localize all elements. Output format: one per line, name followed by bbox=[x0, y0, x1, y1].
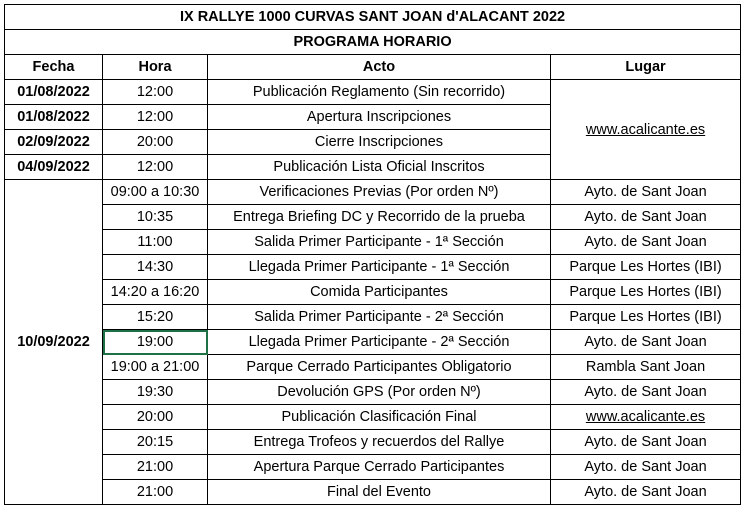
table-row bbox=[5, 80, 741, 105]
acto-cell[interactable]: Parque Cerrado Participantes Obligatorio bbox=[208, 355, 551, 380]
acto-cell[interactable]: Entrega Briefing DC y Recorrido de la prueba bbox=[208, 205, 551, 230]
lugar-cell[interactable]: Parque Les Hortes (IBI) bbox=[551, 280, 741, 305]
acto-cell[interactable]: Llegada Primer Participante - 2ª Sección bbox=[208, 330, 551, 355]
schedule-table bbox=[4, 4, 741, 505]
subtitle-row bbox=[5, 30, 741, 55]
table-row bbox=[5, 230, 741, 255]
fecha-cell[interactable]: 04/09/2022 bbox=[5, 155, 103, 180]
table-row bbox=[5, 280, 741, 305]
hora-cell[interactable]: 12:00 bbox=[103, 105, 208, 130]
table-row bbox=[5, 255, 741, 280]
lugar-cell[interactable]: Ayto. de Sant Joan bbox=[551, 380, 741, 405]
lugar-cell[interactable]: Parque Les Hortes (IBI) bbox=[551, 255, 741, 280]
sheet-subtitle[interactable]: PROGRAMA HORARIO bbox=[5, 30, 741, 55]
table-row bbox=[5, 305, 741, 330]
fecha-cell[interactable]: 01/08/2022 bbox=[5, 80, 103, 105]
acto-cell[interactable]: Publicación Reglamento (Sin recorrido) bbox=[208, 80, 551, 105]
hora-cell[interactable]: 20:00 bbox=[103, 405, 208, 430]
acto-cell[interactable]: Verificaciones Previas (Por orden Nº) bbox=[208, 180, 551, 205]
hora-cell[interactable]: 20:15 bbox=[103, 430, 208, 455]
table-row bbox=[5, 205, 741, 230]
lugar-cell[interactable]: Ayto. de Sant Joan bbox=[551, 180, 741, 205]
acto-cell[interactable]: Final del Evento bbox=[208, 480, 551, 505]
acto-cell[interactable]: Apertura Parque Cerrado Participantes bbox=[208, 455, 551, 480]
hora-cell[interactable]: 14:30 bbox=[103, 255, 208, 280]
acto-cell[interactable]: Llegada Primer Participante - 1ª Sección bbox=[208, 255, 551, 280]
acto-cell[interactable]: Cierre Inscripciones bbox=[208, 130, 551, 155]
fecha-cell-merged[interactable]: 10/09/2022 bbox=[5, 180, 103, 505]
sheet-title[interactable]: IX RALLYE 1000 CURVAS SANT JOAN d'ALACANT 2022 bbox=[5, 5, 741, 30]
table-row bbox=[5, 380, 741, 405]
acto-cell[interactable]: Salida Primer Participante - 1ª Sección bbox=[208, 230, 551, 255]
acto-cell[interactable]: Devolución GPS (Por orden Nº) bbox=[208, 380, 551, 405]
acto-cell[interactable]: Publicación Clasificación Final bbox=[208, 405, 551, 430]
acto-cell[interactable]: Apertura Inscripciones bbox=[208, 105, 551, 130]
lugar-link-cell[interactable]: www.acalicante.es bbox=[551, 405, 741, 430]
acto-cell[interactable]: Salida Primer Participante - 2ª Sección bbox=[208, 305, 551, 330]
hora-cell[interactable]: 19:30 bbox=[103, 380, 208, 405]
lugar-cell[interactable]: Ayto. de Sant Joan bbox=[551, 330, 741, 355]
hora-cell[interactable]: 19:00 a 21:00 bbox=[103, 355, 208, 380]
fecha-cell[interactable]: 01/08/2022 bbox=[5, 105, 103, 130]
lugar-cell[interactable]: Ayto. de Sant Joan bbox=[551, 480, 741, 505]
table-row bbox=[5, 430, 741, 455]
table-row bbox=[5, 180, 741, 205]
acto-cell[interactable]: Comida Participantes bbox=[208, 280, 551, 305]
table-row bbox=[5, 405, 741, 430]
header-hora[interactable]: Hora bbox=[103, 55, 208, 80]
lugar-cell[interactable]: Ayto. de Sant Joan bbox=[551, 430, 741, 455]
header-fecha[interactable]: Fecha bbox=[5, 55, 103, 80]
table-row bbox=[5, 480, 741, 505]
table-row bbox=[5, 330, 741, 355]
hora-cell[interactable]: 12:00 bbox=[103, 80, 208, 105]
hora-cell[interactable]: 11:00 bbox=[103, 230, 208, 255]
lugar-cell[interactable]: Ayto. de Sant Joan bbox=[551, 205, 741, 230]
hora-cell[interactable]: 14:20 a 16:20 bbox=[103, 280, 208, 305]
hora-cell-selected[interactable]: 19:00 bbox=[103, 330, 208, 355]
lugar-cell[interactable]: Parque Les Hortes (IBI) bbox=[551, 305, 741, 330]
header-acto[interactable]: Acto bbox=[208, 55, 551, 80]
fecha-cell[interactable]: 02/09/2022 bbox=[5, 130, 103, 155]
lugar-link-cell[interactable]: www.acalicante.es bbox=[551, 80, 741, 180]
hora-cell[interactable]: 10:35 bbox=[103, 205, 208, 230]
hora-cell[interactable]: 15:20 bbox=[103, 305, 208, 330]
acto-cell[interactable]: Publicación Lista Oficial Inscritos bbox=[208, 155, 551, 180]
lugar-cell[interactable]: Rambla Sant Joan bbox=[551, 355, 741, 380]
lugar-cell[interactable]: Ayto. de Sant Joan bbox=[551, 455, 741, 480]
acto-cell[interactable]: Entrega Trofeos y recuerdos del Rallye bbox=[208, 430, 551, 455]
table-row bbox=[5, 455, 741, 480]
table-row bbox=[5, 355, 741, 380]
hora-cell[interactable]: 21:00 bbox=[103, 480, 208, 505]
title-row bbox=[5, 5, 741, 30]
hora-cell[interactable]: 12:00 bbox=[103, 155, 208, 180]
hora-cell[interactable]: 20:00 bbox=[103, 130, 208, 155]
header-lugar[interactable]: Lugar bbox=[551, 55, 741, 80]
hora-cell[interactable]: 09:00 a 10:30 bbox=[103, 180, 208, 205]
header-row bbox=[5, 55, 741, 80]
hora-cell[interactable]: 21:00 bbox=[103, 455, 208, 480]
lugar-cell[interactable]: Ayto. de Sant Joan bbox=[551, 230, 741, 255]
